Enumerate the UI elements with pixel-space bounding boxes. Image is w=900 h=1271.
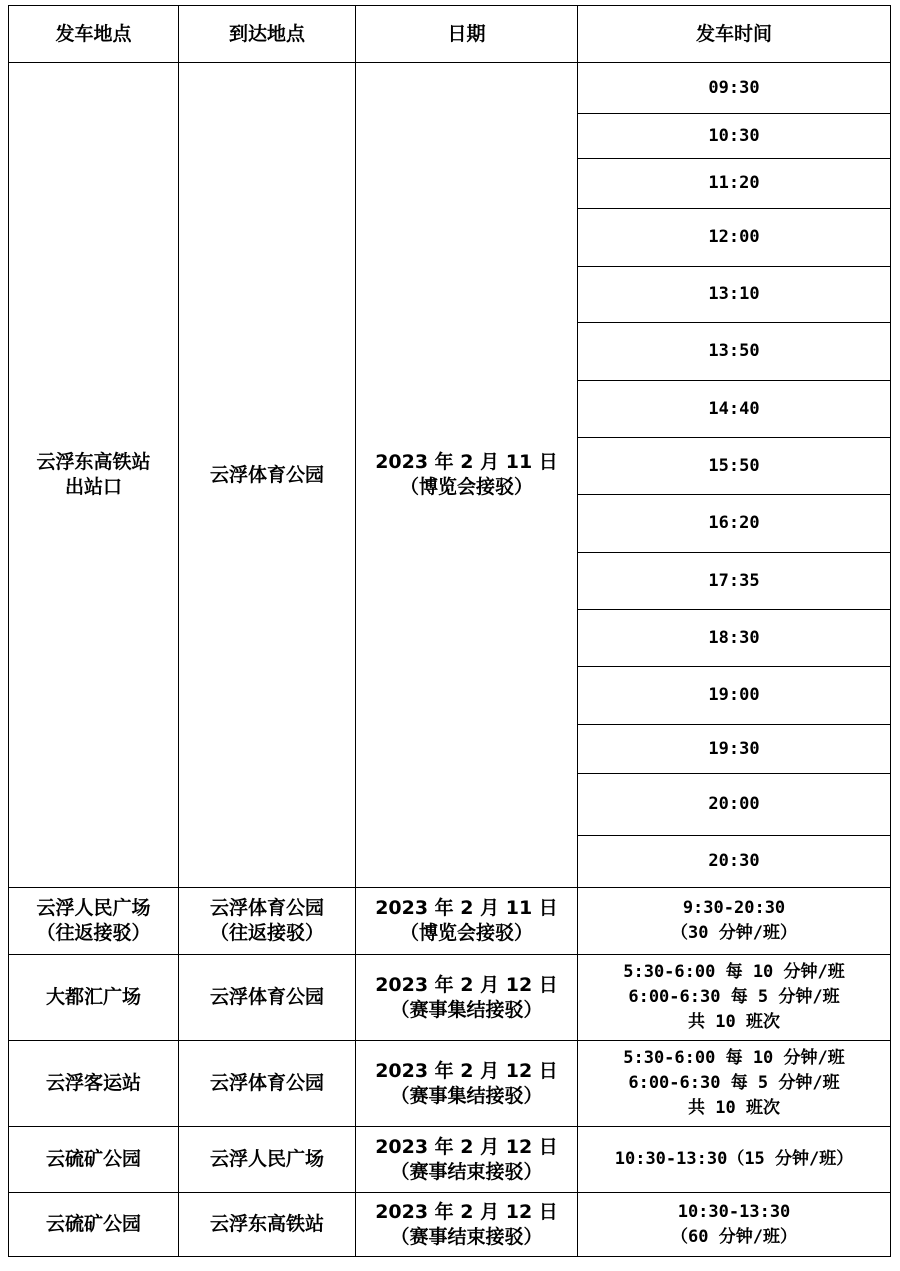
- time-cell: 18:30: [578, 610, 891, 667]
- date-cell: 2023 年 2 月 12 日 （赛事集结接驳）: [356, 1041, 578, 1127]
- header-origin: 发车地点: [9, 6, 179, 63]
- date-cell: 2023 年 2 月 11 日 （博览会接驳）: [356, 63, 578, 888]
- destination-cell: 云浮体育公园 （往返接驳）: [179, 888, 356, 955]
- time-cell: 20:00: [578, 774, 891, 836]
- time-cell: 15:50: [578, 438, 891, 495]
- origin-cell: 云浮客运站: [9, 1041, 179, 1127]
- shuttle-schedule-table: [8, 5, 891, 1257]
- origin-cell: 云浮东高铁站 出站口: [9, 63, 179, 888]
- origin-cell: 大都汇广场: [9, 955, 179, 1041]
- time-cell: 5:30-6:00 每 10 分钟/班 6:00-6:30 每 5 分钟/班 共 10 班次: [578, 955, 891, 1041]
- schedule-document: [8, 5, 891, 1257]
- date-cell: 2023 年 2 月 12 日 （赛事结束接驳）: [356, 1127, 578, 1193]
- table-row: [9, 955, 891, 1041]
- table-row: [9, 1127, 891, 1193]
- table-row: [9, 63, 891, 114]
- time-cell: 13:10: [578, 267, 891, 323]
- date-cell: 2023 年 2 月 12 日 （赛事集结接驳）: [356, 955, 578, 1041]
- time-cell: 9:30-20:30 （30 分钟/班）: [578, 888, 891, 955]
- header-departure-time: 发车时间: [578, 6, 891, 63]
- origin-cell: 云硫矿公园: [9, 1127, 179, 1193]
- time-cell: 16:20: [578, 495, 891, 553]
- time-cell: 19:30: [578, 725, 891, 774]
- destination-cell: 云浮东高铁站: [179, 1193, 356, 1257]
- time-cell: 09:30: [578, 63, 891, 114]
- table-row: [9, 888, 891, 955]
- origin-cell: 云浮人民广场 （往返接驳）: [9, 888, 179, 955]
- table-row: [9, 1041, 891, 1127]
- header-destination: 到达地点: [179, 6, 356, 63]
- time-cell: 19:00: [578, 667, 891, 725]
- header-date: 日期: [356, 6, 578, 63]
- time-cell: 10:30-13:30（15 分钟/班）: [578, 1127, 891, 1193]
- destination-cell: 云浮人民广场: [179, 1127, 356, 1193]
- time-cell: 10:30-13:30 （60 分钟/班）: [578, 1193, 891, 1257]
- destination-cell: 云浮体育公园: [179, 955, 356, 1041]
- date-cell: 2023 年 2 月 12 日 （赛事结束接驳）: [356, 1193, 578, 1257]
- table-row: [9, 1193, 891, 1257]
- time-cell: 10:30: [578, 114, 891, 159]
- date-cell: 2023 年 2 月 11 日 （博览会接驳）: [356, 888, 578, 955]
- time-cell: 11:20: [578, 159, 891, 209]
- origin-cell: 云硫矿公园: [9, 1193, 179, 1257]
- time-cell: 13:50: [578, 323, 891, 381]
- destination-cell: 云浮体育公园: [179, 1041, 356, 1127]
- time-cell: 14:40: [578, 381, 891, 438]
- time-cell: 5:30-6:00 每 10 分钟/班 6:00-6:30 每 5 分钟/班 共 10 班次: [578, 1041, 891, 1127]
- destination-cell: 云浮体育公园: [179, 63, 356, 888]
- time-cell: 20:30: [578, 836, 891, 888]
- header-row: [9, 6, 891, 63]
- time-cell: 17:35: [578, 553, 891, 610]
- time-cell: 12:00: [578, 209, 891, 267]
